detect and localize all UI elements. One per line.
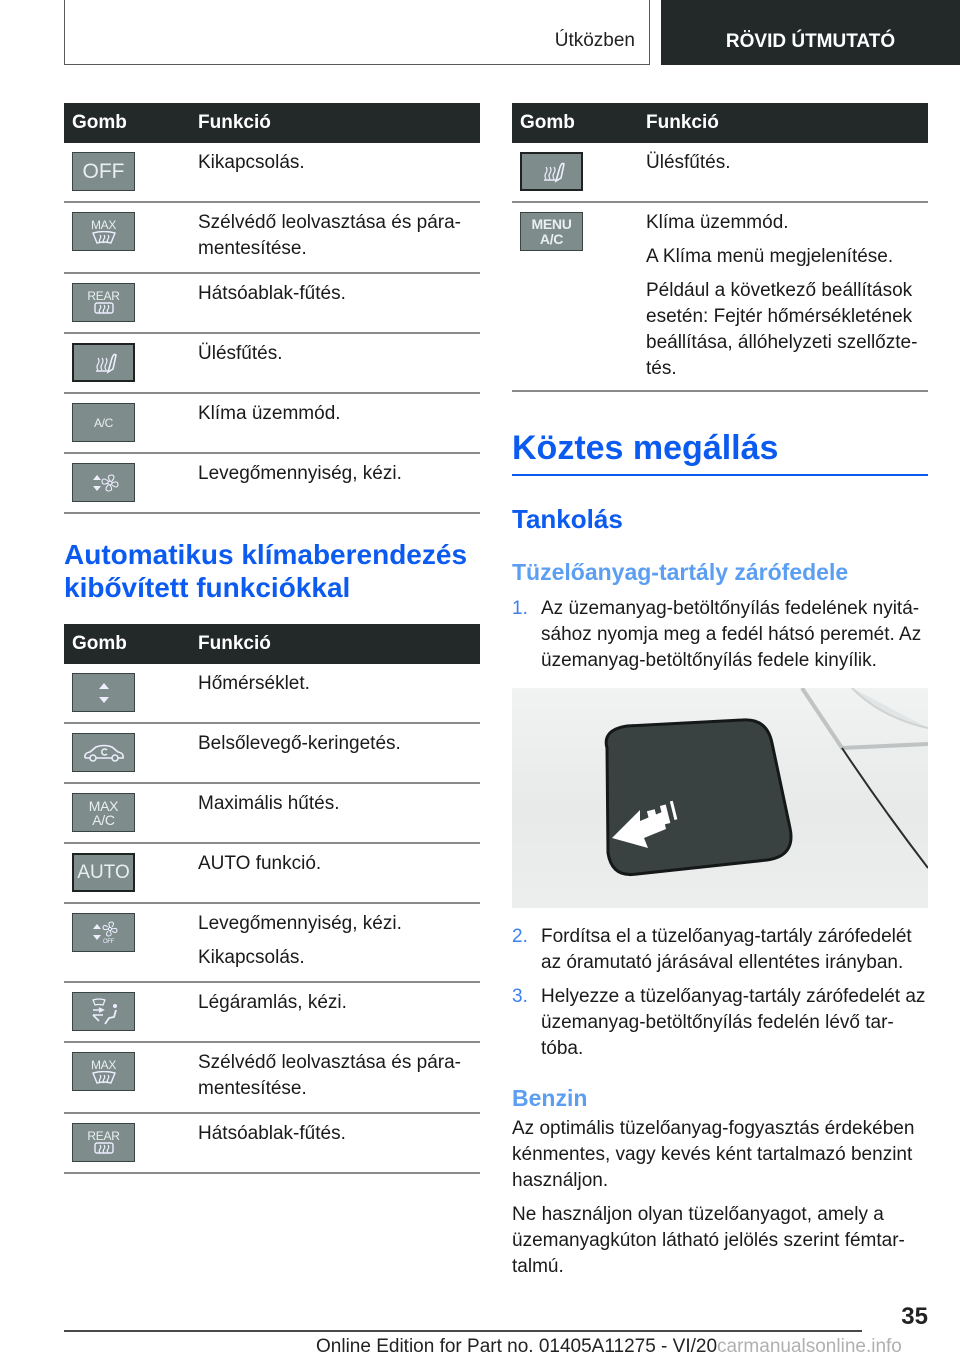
rear-defrost-icon: REAR: [72, 283, 135, 322]
table-row: [512, 143, 928, 202]
function-text: AUTO funkció.: [198, 853, 322, 874]
fan-speed-off-icon: [72, 913, 135, 952]
table-row: [64, 664, 480, 723]
steps-list-2: [512, 924, 928, 1062]
petrol-paragraph-2: Ne használjon olyan tüzelőanyagot, amely a üzemanyagkúton látható jelölés szerint fémtar-talmú.: [512, 1204, 905, 1277]
table-row: [64, 982, 480, 1042]
watermark-link[interactable]: carmanualsonline.info: [717, 1336, 902, 1357]
air-distribution-icon: [72, 992, 135, 1031]
ac-button-icon: A/C: [72, 403, 135, 442]
column-header-button: Gomb: [64, 624, 188, 664]
seat-heating-icon: [72, 343, 135, 382]
rear-defrost-icon: REAR: [72, 1123, 135, 1162]
left-column: [64, 103, 480, 1174]
table-row: [64, 1113, 480, 1173]
function-text: Klíma üzemmód.: [198, 403, 341, 424]
column-header-function: Funkció: [188, 624, 480, 664]
function-text: Ülésfűtés.: [646, 152, 731, 173]
max-defrost-icon: MAX: [72, 1052, 135, 1091]
function-text: Levegőmennyiség, kézi.: [198, 913, 402, 934]
step-number: 1.: [512, 598, 528, 619]
section-title-stopover: Köztes megállás: [512, 428, 928, 476]
function-text: Hátsóablak-fűtés.: [198, 1123, 346, 1144]
section-title-auto-climate: Automatikus klímaberendezés kibővített funkciókkal: [64, 539, 468, 603]
right-column: [512, 103, 928, 1280]
buttons-table-continued: [512, 103, 928, 392]
function-text: Ülésfűtés.: [198, 343, 283, 364]
function-text: Hőmérséklet.: [198, 673, 310, 694]
table-row: [64, 143, 480, 202]
function-text: Például a következő beállítások esetén: Fejtér hőmérsékletének beállítása, állóhelyzeti szellőzte-tés.: [646, 280, 918, 379]
buttons-table-extended: [64, 624, 480, 1174]
temperature-arrows-icon: [72, 673, 135, 712]
function-text: Belsőlevegő-keringetés.: [198, 733, 401, 754]
seat-heating-icon: [520, 152, 583, 191]
menu-ac-icon: MENU A/C: [520, 212, 583, 251]
table-row: [512, 202, 928, 391]
subsection-title-fuel-cap: Tüzelőanyag-tartály zárófedele: [512, 559, 849, 585]
function-text: Szélvédő leolvasztása és pára-mentesítése.: [198, 1052, 461, 1099]
function-text: Kikapcsolás.: [198, 152, 305, 173]
function-text: Maximális hűtés.: [198, 793, 340, 814]
column-header-button: Gomb: [64, 103, 188, 143]
step-number: 2.: [512, 926, 528, 947]
table-header: [64, 103, 480, 143]
function-text: A Klíma menü megjelenítése.: [646, 246, 894, 267]
function-text: Kikapcsolás.: [198, 947, 305, 968]
footer-divider: [64, 1330, 862, 1332]
auto-button-icon: AUTO: [72, 853, 135, 892]
fuel-filler-flap-illustration: [512, 688, 928, 908]
list-item: [512, 924, 928, 976]
edition-text: Online Edition for Part no. 01405A11275 - VI/20: [316, 1336, 718, 1357]
table-header: [64, 624, 480, 664]
list-item: [512, 596, 928, 674]
table-row: [64, 202, 480, 273]
table-row: [64, 333, 480, 393]
table-row: [64, 723, 480, 783]
off-button-icon: OFF: [72, 152, 135, 191]
column-header-function: Funkció: [636, 103, 928, 143]
subsection-title-refuelling: Tankolás: [512, 504, 623, 534]
step-text: Helyezze a tüzelőanyag-tartály zárófedelét az üzemanyag-betöltőnyílás fedelén lévő tar-tóba.: [541, 986, 926, 1059]
header-chapter-label: RÖVID ÚTMUTATÓ: [725, 31, 896, 52]
function-text: Hátsóablak-fűtés.: [198, 283, 346, 304]
function-text: Klíma üzemmód.: [646, 212, 789, 233]
table-row: [64, 843, 480, 903]
svg-text:OFF: OFF: [102, 938, 114, 945]
step-text: Az üzemanyag-betöltőnyílás fedelének nyitá-sához nyomja meg a fedél hátsó peremét. Az üzemanyag-betöltőnyílás fedele kinyílik.: [541, 598, 922, 671]
header-section-label: Útközben: [554, 30, 635, 51]
petrol-paragraph-1: Az optimális tüzelőanyag-fogyasztás érdekében kénmentes, vagy kevés ként tartalmazó benzint használjon.: [512, 1118, 915, 1191]
page-number: 35: [901, 1303, 928, 1330]
fan-speed-icon: [72, 463, 135, 502]
recirculation-car-icon: [72, 733, 135, 772]
max-ac-icon: MAX A/C: [72, 793, 135, 832]
table-row: [64, 453, 480, 513]
table-row: [64, 903, 480, 982]
max-defrost-icon: MAX: [72, 212, 135, 251]
table-row: [64, 273, 480, 333]
step-number: 3.: [512, 986, 528, 1007]
header-chapter-tab: [661, 0, 960, 65]
buttons-table-basic: [64, 103, 480, 514]
footer-edition: [316, 1336, 902, 1358]
column-header-function: Funkció: [188, 103, 480, 143]
function-text: Légáramlás, kézi.: [198, 992, 347, 1013]
list-item: [512, 984, 928, 1062]
table-row: [64, 393, 480, 453]
steps-list-1: [512, 596, 928, 674]
column-header-button: Gomb: [512, 103, 636, 143]
table-row: [64, 783, 480, 843]
table-row: [64, 1042, 480, 1113]
subsection-title-petrol: Benzin: [512, 1085, 588, 1111]
function-text: Levegőmennyiség, kézi.: [198, 463, 402, 484]
step-text: Fordítsa el a tüzelőanyag-tartály zárófedelét az óramutató járásával ellentétes irányban.: [541, 926, 912, 973]
function-text: Szélvédő leolvasztása és pára-mentesítése.: [198, 212, 461, 259]
header-section-tab: [64, 0, 650, 65]
table-header: [512, 103, 928, 143]
